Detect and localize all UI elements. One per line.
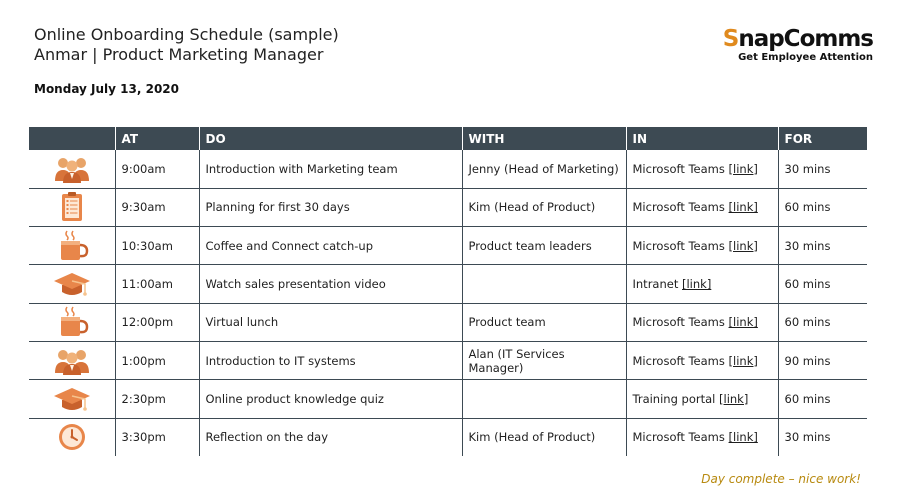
row-at: 1:00pm xyxy=(115,341,199,379)
header-icon-col xyxy=(29,127,115,150)
row-at: 10:30am xyxy=(115,227,199,265)
row-at: 12:00pm xyxy=(115,303,199,341)
clock-icon xyxy=(52,421,92,453)
row-for: 60 mins xyxy=(778,188,867,226)
schedule-table xyxy=(29,127,867,456)
row-in-platform: Training portal xyxy=(632,391,716,406)
table-row xyxy=(29,227,867,265)
table-header-row xyxy=(29,127,867,150)
row-do: Introduction to IT systems xyxy=(199,341,462,379)
row-icon-cell xyxy=(29,303,115,341)
row-icon-cell xyxy=(29,380,115,418)
row-in xyxy=(626,265,778,303)
row-with xyxy=(462,265,626,303)
row-for: 30 mins xyxy=(778,227,867,265)
row-icon-cell xyxy=(29,341,115,379)
row-in-platform: Microsoft Teams xyxy=(632,430,725,445)
header-for: FOR xyxy=(778,127,867,150)
row-for: 60 mins xyxy=(778,265,867,303)
graduation-cap-icon xyxy=(52,268,92,300)
logo-brand-rest: napComms xyxy=(738,26,873,52)
header-do: DO xyxy=(199,127,462,150)
row-in-platform: Microsoft Teams xyxy=(632,353,725,368)
table-row xyxy=(29,418,867,456)
row-in xyxy=(626,188,778,226)
table-row xyxy=(29,303,867,341)
row-do: Virtual lunch xyxy=(199,303,462,341)
schedule-date: Monday July 13, 2020 xyxy=(34,82,180,96)
row-link[interactable]: [link] xyxy=(682,277,712,292)
row-link[interactable]: [link] xyxy=(728,161,758,176)
row-in xyxy=(626,227,778,265)
row-in-platform: Microsoft Teams xyxy=(632,161,725,176)
header-in: IN xyxy=(626,127,778,150)
row-in-platform: Microsoft Teams xyxy=(632,200,725,215)
row-at: 9:30am xyxy=(115,188,199,226)
row-at: 9:00am xyxy=(115,150,199,188)
row-with xyxy=(462,380,626,418)
row-with: Product team xyxy=(462,303,626,341)
row-for: 30 mins xyxy=(778,150,867,188)
row-for: 60 mins xyxy=(778,303,867,341)
checklist-icon xyxy=(52,191,92,223)
header-with: WITH xyxy=(462,127,626,150)
table-row xyxy=(29,380,867,418)
row-with: Kim (Head of Product) xyxy=(462,188,626,226)
row-link[interactable]: [link] xyxy=(719,391,749,406)
row-link[interactable]: [link] xyxy=(728,238,758,253)
logo-letter-s: S xyxy=(722,26,739,52)
row-do: Online product knowledge quiz xyxy=(199,380,462,418)
row-in-platform: Microsoft Teams xyxy=(632,238,725,253)
coffee-mug-icon xyxy=(52,230,92,262)
row-link[interactable]: [link] xyxy=(728,200,758,215)
row-do: Watch sales presentation video xyxy=(199,265,462,303)
row-in xyxy=(626,341,778,379)
row-in xyxy=(626,150,778,188)
row-in xyxy=(626,380,778,418)
row-with: Jenny (Head of Marketing) xyxy=(462,150,626,188)
row-with: Alan (IT Services Manager) xyxy=(462,341,626,379)
row-do: Reflection on the day xyxy=(199,418,462,456)
row-do: Planning for first 30 days xyxy=(199,188,462,226)
row-link[interactable]: [link] xyxy=(728,430,758,445)
table-row xyxy=(29,188,867,226)
row-link[interactable]: [link] xyxy=(728,315,758,330)
row-at: 3:30pm xyxy=(115,418,199,456)
row-for: 30 mins xyxy=(778,418,867,456)
row-icon-cell xyxy=(29,418,115,456)
row-link[interactable]: [link] xyxy=(728,353,758,368)
row-icon-cell xyxy=(29,265,115,303)
coffee-mug-icon xyxy=(52,306,92,338)
row-do: Coffee and Connect catch-up xyxy=(199,227,462,265)
row-icon-cell xyxy=(29,227,115,265)
header-at: AT xyxy=(115,127,199,150)
table-row xyxy=(29,265,867,303)
logo-wordmark xyxy=(723,26,873,52)
row-in-platform: Microsoft Teams xyxy=(632,315,725,330)
logo-tagline: Get Employee Attention xyxy=(738,52,873,63)
people-icon xyxy=(52,153,92,185)
table-row xyxy=(29,150,867,188)
table-row xyxy=(29,341,867,379)
row-with: Kim (Head of Product) xyxy=(462,418,626,456)
row-at: 2:30pm xyxy=(115,380,199,418)
row-in-platform: Intranet xyxy=(632,277,679,292)
row-in xyxy=(626,303,778,341)
row-in xyxy=(626,418,778,456)
snapcomms-logo xyxy=(723,26,873,63)
page-title: Online Onboarding Schedule (sample) xyxy=(34,25,339,44)
row-icon-cell xyxy=(29,150,115,188)
row-with: Product team leaders xyxy=(462,227,626,265)
day-complete-note: Day complete – nice work! xyxy=(701,472,861,486)
row-do: Introduction with Marketing team xyxy=(199,150,462,188)
row-icon-cell xyxy=(29,188,115,226)
schedule-title xyxy=(34,25,339,65)
row-for: 90 mins xyxy=(778,341,867,379)
people-icon xyxy=(52,345,92,377)
page-subtitle: Anmar | Product Marketing Manager xyxy=(34,45,324,64)
row-at: 11:00am xyxy=(115,265,199,303)
row-for: 60 mins xyxy=(778,380,867,418)
graduation-cap-icon xyxy=(52,383,92,415)
